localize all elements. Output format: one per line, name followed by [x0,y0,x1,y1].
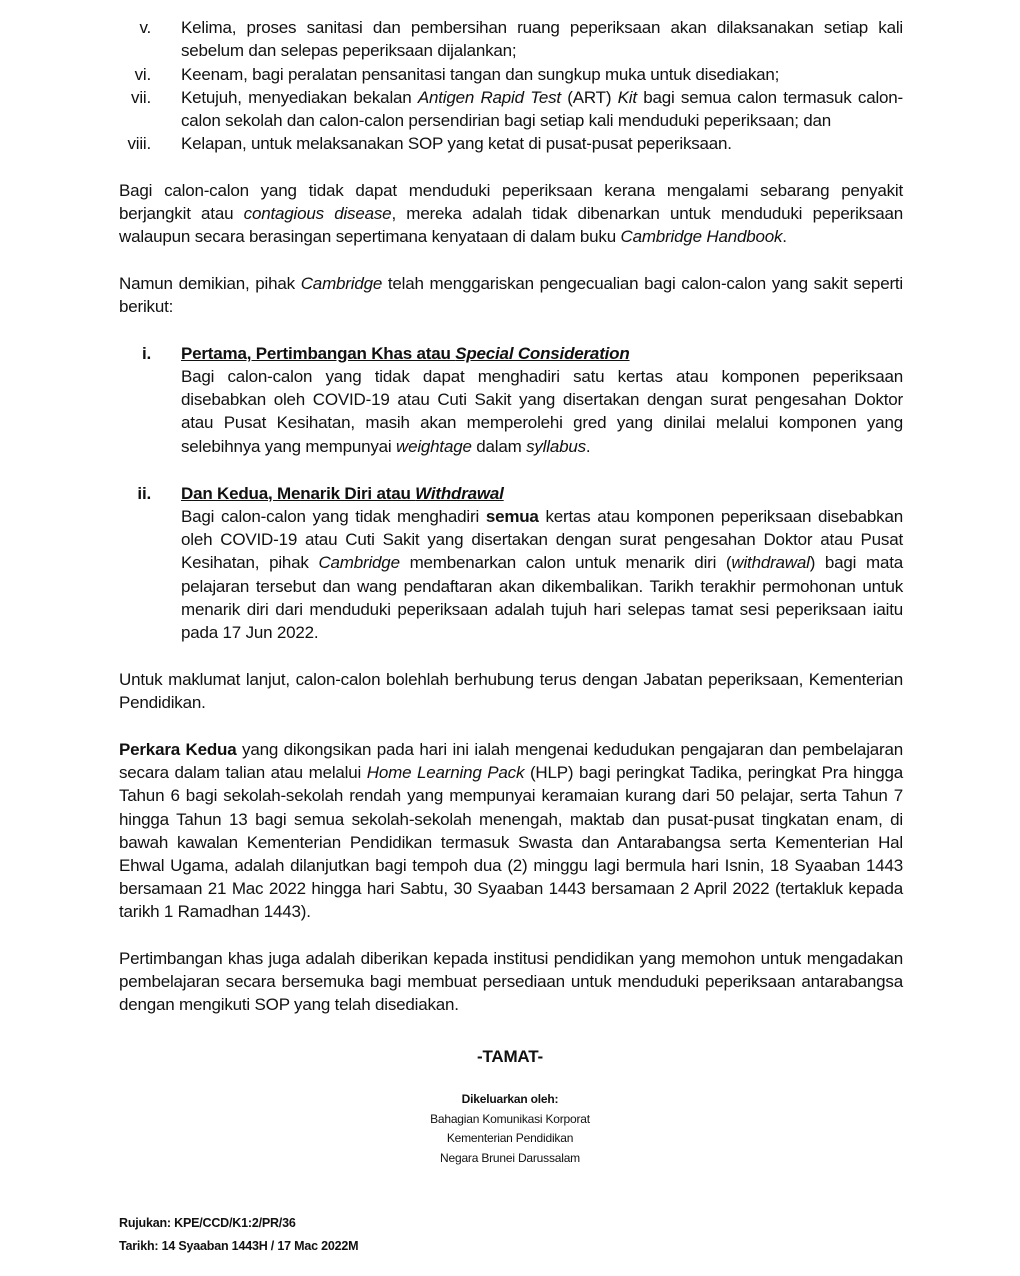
list-text: Kelapan, untuk melaksanakan SOP yang ketat di pusat-pusat peperiksaan. [181,134,732,153]
exception-text: Bagi calon-calon yang tidak dapat menghadiri satu kertas atau komponen peperiksaan disebabkan oleh COVID-19 atau Cuti Sakit yang disertakan dengan surat pengesahan Doktor atau Pusat Kesihatan, masih akan memperolehi gred yang dinilai melalui komponen yang selebihnya yang mempunyai weightage dalam syllabus. [181,367,903,456]
issuer-country: Negara Brunei Darussalam [440,1150,580,1165]
list-number: v. [139,18,151,37]
paragraph-special-consideration: Pertimbangan khas juga adalah diberikan kepada institusi pendidikan yang memohon untuk mengadakan pembelajaran secara bersemuka bagi membuat persediaan untuk menduduki peperiksaan antarabangsa dengan mengikuti SOP yang telah disediakan. [119,949,903,1015]
exception-heading: Pertama, Pertimbangan Khas atau Special Consideration [181,344,630,363]
list-number: ii. [137,484,151,503]
paragraph-perkara-kedua: Perkara Kedua yang dikongsikan pada hari ini ialah mengenai kedudukan pengajaran dan pembelajaran secara dalam talian atau melalui Home Learning Pack (HLP) bagi peringkat Tadika, peringkat Pra hingga Tahun 6 bagi sekolah-sekolah rendah yang mempunyai keramaian kurang dari 50 pelajar, serta Tahun 7 hingga Tahun 13 bagi semua sekolah-sekolah menengah, maktab dan pusat-pusat tingkatan enam, di bawah kawalan Kementerian Pendidikan termasuk Swasta dan Antarabangsa serta Kementerian Hal Ehwal Ugama, adalah dilanjutkan bagi tempoh dua (2) minggu lagi bermula hari Isnin, 18 Syaaban 1443 bersamaan 21 Mac 2022 hingga hari Sabtu, 30 Syaaban 1443 bersamaan 2 April 2022 (tertakluk kepada tarikh 1 Ramadhan 1443). [119,740,903,922]
list-text: Ketujuh, menyediakan bekalan Antigen Rapid Test (ART) Kit bagi semua calon termasuk calon-calon sekolah dan calon-calon persendirian bagi setiap kali menduduki peperiksaan; dan [181,88,903,131]
list-number: vi. [134,65,151,84]
end-marker: -TAMAT- [477,1047,543,1066]
list-text: Kelima, proses sanitasi dan pembersihan ruang peperiksaan akan dilaksanakan setiap kali sebelum dan selepas peperiksaan dijalankan; [181,18,903,61]
exception-heading: Dan Kedua, Menarik Diri atau Withdrawal [181,484,504,503]
list-number: vii. [131,88,151,107]
list-text: Keenam, bagi peralatan pensanitasi tangan dan sungkup muka untuk disediakan; [181,65,780,84]
issuer-department: Bahagian Komunikasi Korporat [430,1111,590,1126]
paragraph-contagious: Bagi calon-calon yang tidak dapat menduduki peperiksaan kerana mengalami sebarang penyakit berjangkit atau contagious disease, mereka adalah tidak dibenarkan untuk menduduki peperiksaan walaupun secara berasingan sepertimana kenyataan di dalam buku Cambridge Handbook. [119,181,904,247]
list-number: i. [141,344,151,363]
paragraph-exceptions: Namun demikian, pihak Cambridge telah menggariskan pengecualian bagi calon-calon yang sakit seperti berikut: [119,274,904,317]
reference-number: Rujukan: KPE/CCD/K1:2/PR/36 [119,1216,296,1230]
issued-by-block [0,1090,1020,1168]
reference-date: Tarikh: 14 Syaaban 1443H / 17 Mac 2022M [119,1239,359,1253]
issuer-ministry: Kementerian Pendidikan [446,1131,574,1146]
paragraph-further-info: Untuk maklumat lanjut, calon-calon bolehlah berhubung terus dengan Jabatan peperiksaan, Kementerian Pendidikan. [119,670,903,713]
list-number: viii. [127,134,151,153]
issued-by-label: Dikeluarkan oleh: [461,1092,559,1106]
exception-text: Bagi calon-calon yang tidak menghadiri semua kertas atau komponen peperiksaan disebabkan oleh COVID-19 atau Cuti Sakit yang disertakan dengan surat pengesahan Doktor atau Pusat Kesihatan, pihak Cambridge membenarkan calon untuk menarik diri (withdrawal) bagi mata pelajaran tersebut dan wang pendaftaran akan dikembalikan. Tarikh terakhir permohonan untuk menarik diri dari menduduki peperiksaan adalah tujuh hari selepas tamat sesi peperiksaan iaitu pada 17 Jun 2022. [181,507,903,643]
